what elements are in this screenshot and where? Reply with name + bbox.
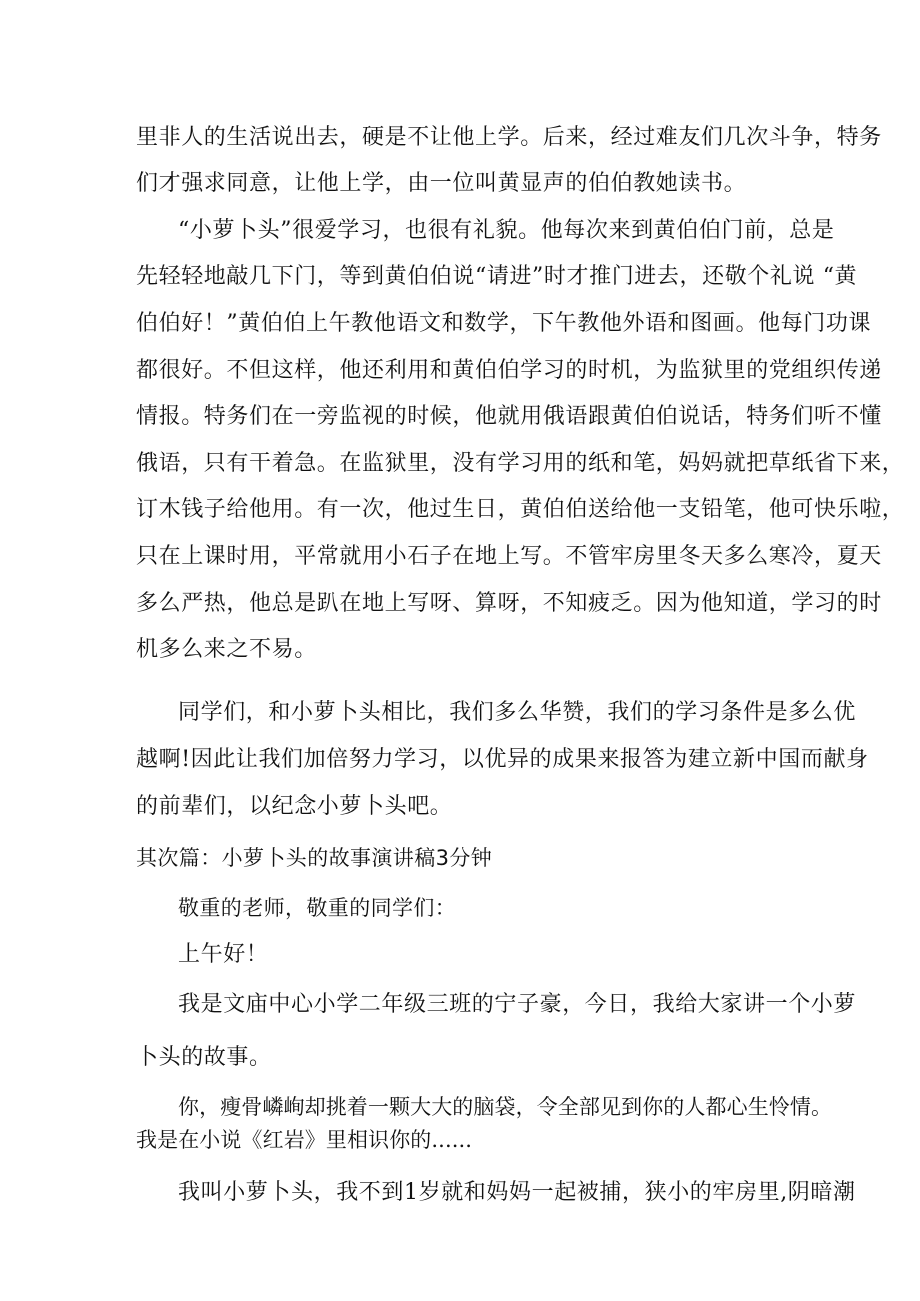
paragraph-line: 的前辈们，以纪念小萝卜头吧。 <box>136 794 453 819</box>
paragraph-line: 你，瘦骨嶙峋却挑着一颗大大的脑袋，令全部见到你的人都心生怜情。 <box>178 1095 833 1119</box>
paragraph-line: 我是文庙中心小学二年级三班的宁子豪，今日，我给大家讲一个小萝 <box>178 992 857 1017</box>
paragraph-line: 情报。特务们在一旁监视的时候，他就用俄语跟黄伯伯说话，特务们听不懂 <box>136 404 882 429</box>
greeting-line: 上午好！ <box>178 942 269 967</box>
paragraph-line: 我是在小说《红岩》里相识你的...... <box>136 1128 473 1152</box>
greeting-line: 敬重的老师，敬重的同学们： <box>178 896 457 920</box>
paragraph-line: 卜头的故事。 <box>136 1045 272 1070</box>
paragraph-line: 伯伯好！”黄伯伯上午教他语文和数学，下午教他外语和图画。他每门功课 <box>136 311 872 336</box>
paragraph-line: 都很好。不但这样，他还利用和黄伯伯学习的时机，为监狱里的党组织传递 <box>136 358 882 383</box>
paragraph-line: 越啊!因此让我们加倍努力学习，以优异的成果来报答为建立新中国而献身 <box>136 747 869 772</box>
paragraph-line: 先轻轻地敲几下门，等到黄伯伯说“请进”时才推门进去，还敬个礼说 “黄 <box>136 264 858 289</box>
paragraph-line: 机多么来之不易。 <box>136 637 317 662</box>
paragraph-line: 只在上课时用，平常就用小石子在地上写。不管牢房里冬天多么寒冷，夏天 <box>136 544 882 569</box>
paragraph-line: 里非人的生活说出去，硬是不让他上学。后来，经过难友们几次斗争，特务 <box>136 125 882 150</box>
section-heading: 其次篇：小萝卜头的故事演讲稿3分钟 <box>136 846 493 870</box>
paragraph-line: “小萝卜头”很爱学习，也很有礼貌。他每次来到黄伯伯门前，总是 <box>178 218 835 243</box>
paragraph-line: 订木钱子给他用。有一次，他过生日，黄伯伯送给他一支铅笔，他可快乐啦， <box>136 497 905 522</box>
paragraph-line: 同学们，和小萝卜头相比，我们多么华赞，我们的学习条件是多么优 <box>178 700 857 725</box>
paragraph-line: 多么严热，他总是趴在地上写呀、算呀，不知疲乏。因为他知道，学习的时 <box>136 591 882 616</box>
paragraph-line: 们才强求同意，让他上学，由一位叫黄显声的伯伯教她读书。 <box>136 171 747 196</box>
paragraph-line: 我叫小萝卜头，我不到1岁就和妈妈一起被捕，狭小的牢房里,阴暗潮 <box>178 1180 856 1205</box>
paragraph-line: 俄语，只有干着急。在监狱里，没有学习用的纸和笔，妈妈就把草纸省下来， <box>136 451 905 476</box>
